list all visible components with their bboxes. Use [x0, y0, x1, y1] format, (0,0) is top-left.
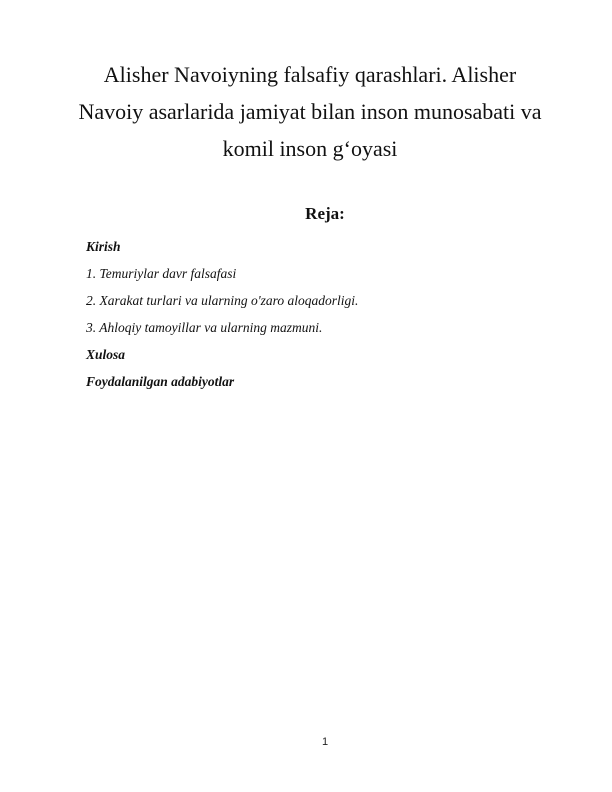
document-title [70, 56, 550, 167]
title-line-3: komil inson g‘oyasi [222, 136, 398, 161]
plan-heading: Reja: [305, 204, 345, 223]
title-line-1: Alisher Navoiyning falsafiy qarashlari. Alisher [103, 62, 517, 87]
toc-item-conclusion: Xulosa [86, 347, 126, 362]
toc-item-1: 1. Temuriylar davr falsafasi [86, 266, 237, 281]
table-of-contents [86, 233, 358, 395]
title-line-2: Navoiy asarlarida jamiyat bilan inson munosabati va [78, 99, 542, 124]
toc-item-references: Foydalanilgan adabiyotlar [86, 374, 235, 389]
toc-item-introduction: Kirish [86, 239, 121, 254]
toc-item-3: 3. Ahloqiy tamoyillar va ularning mazmuni. [86, 320, 323, 335]
toc-item-2: 2. Xarakat turlari va ularning o'zaro aloqadorligi. [86, 293, 359, 308]
page-number: 1 [321, 736, 329, 748]
